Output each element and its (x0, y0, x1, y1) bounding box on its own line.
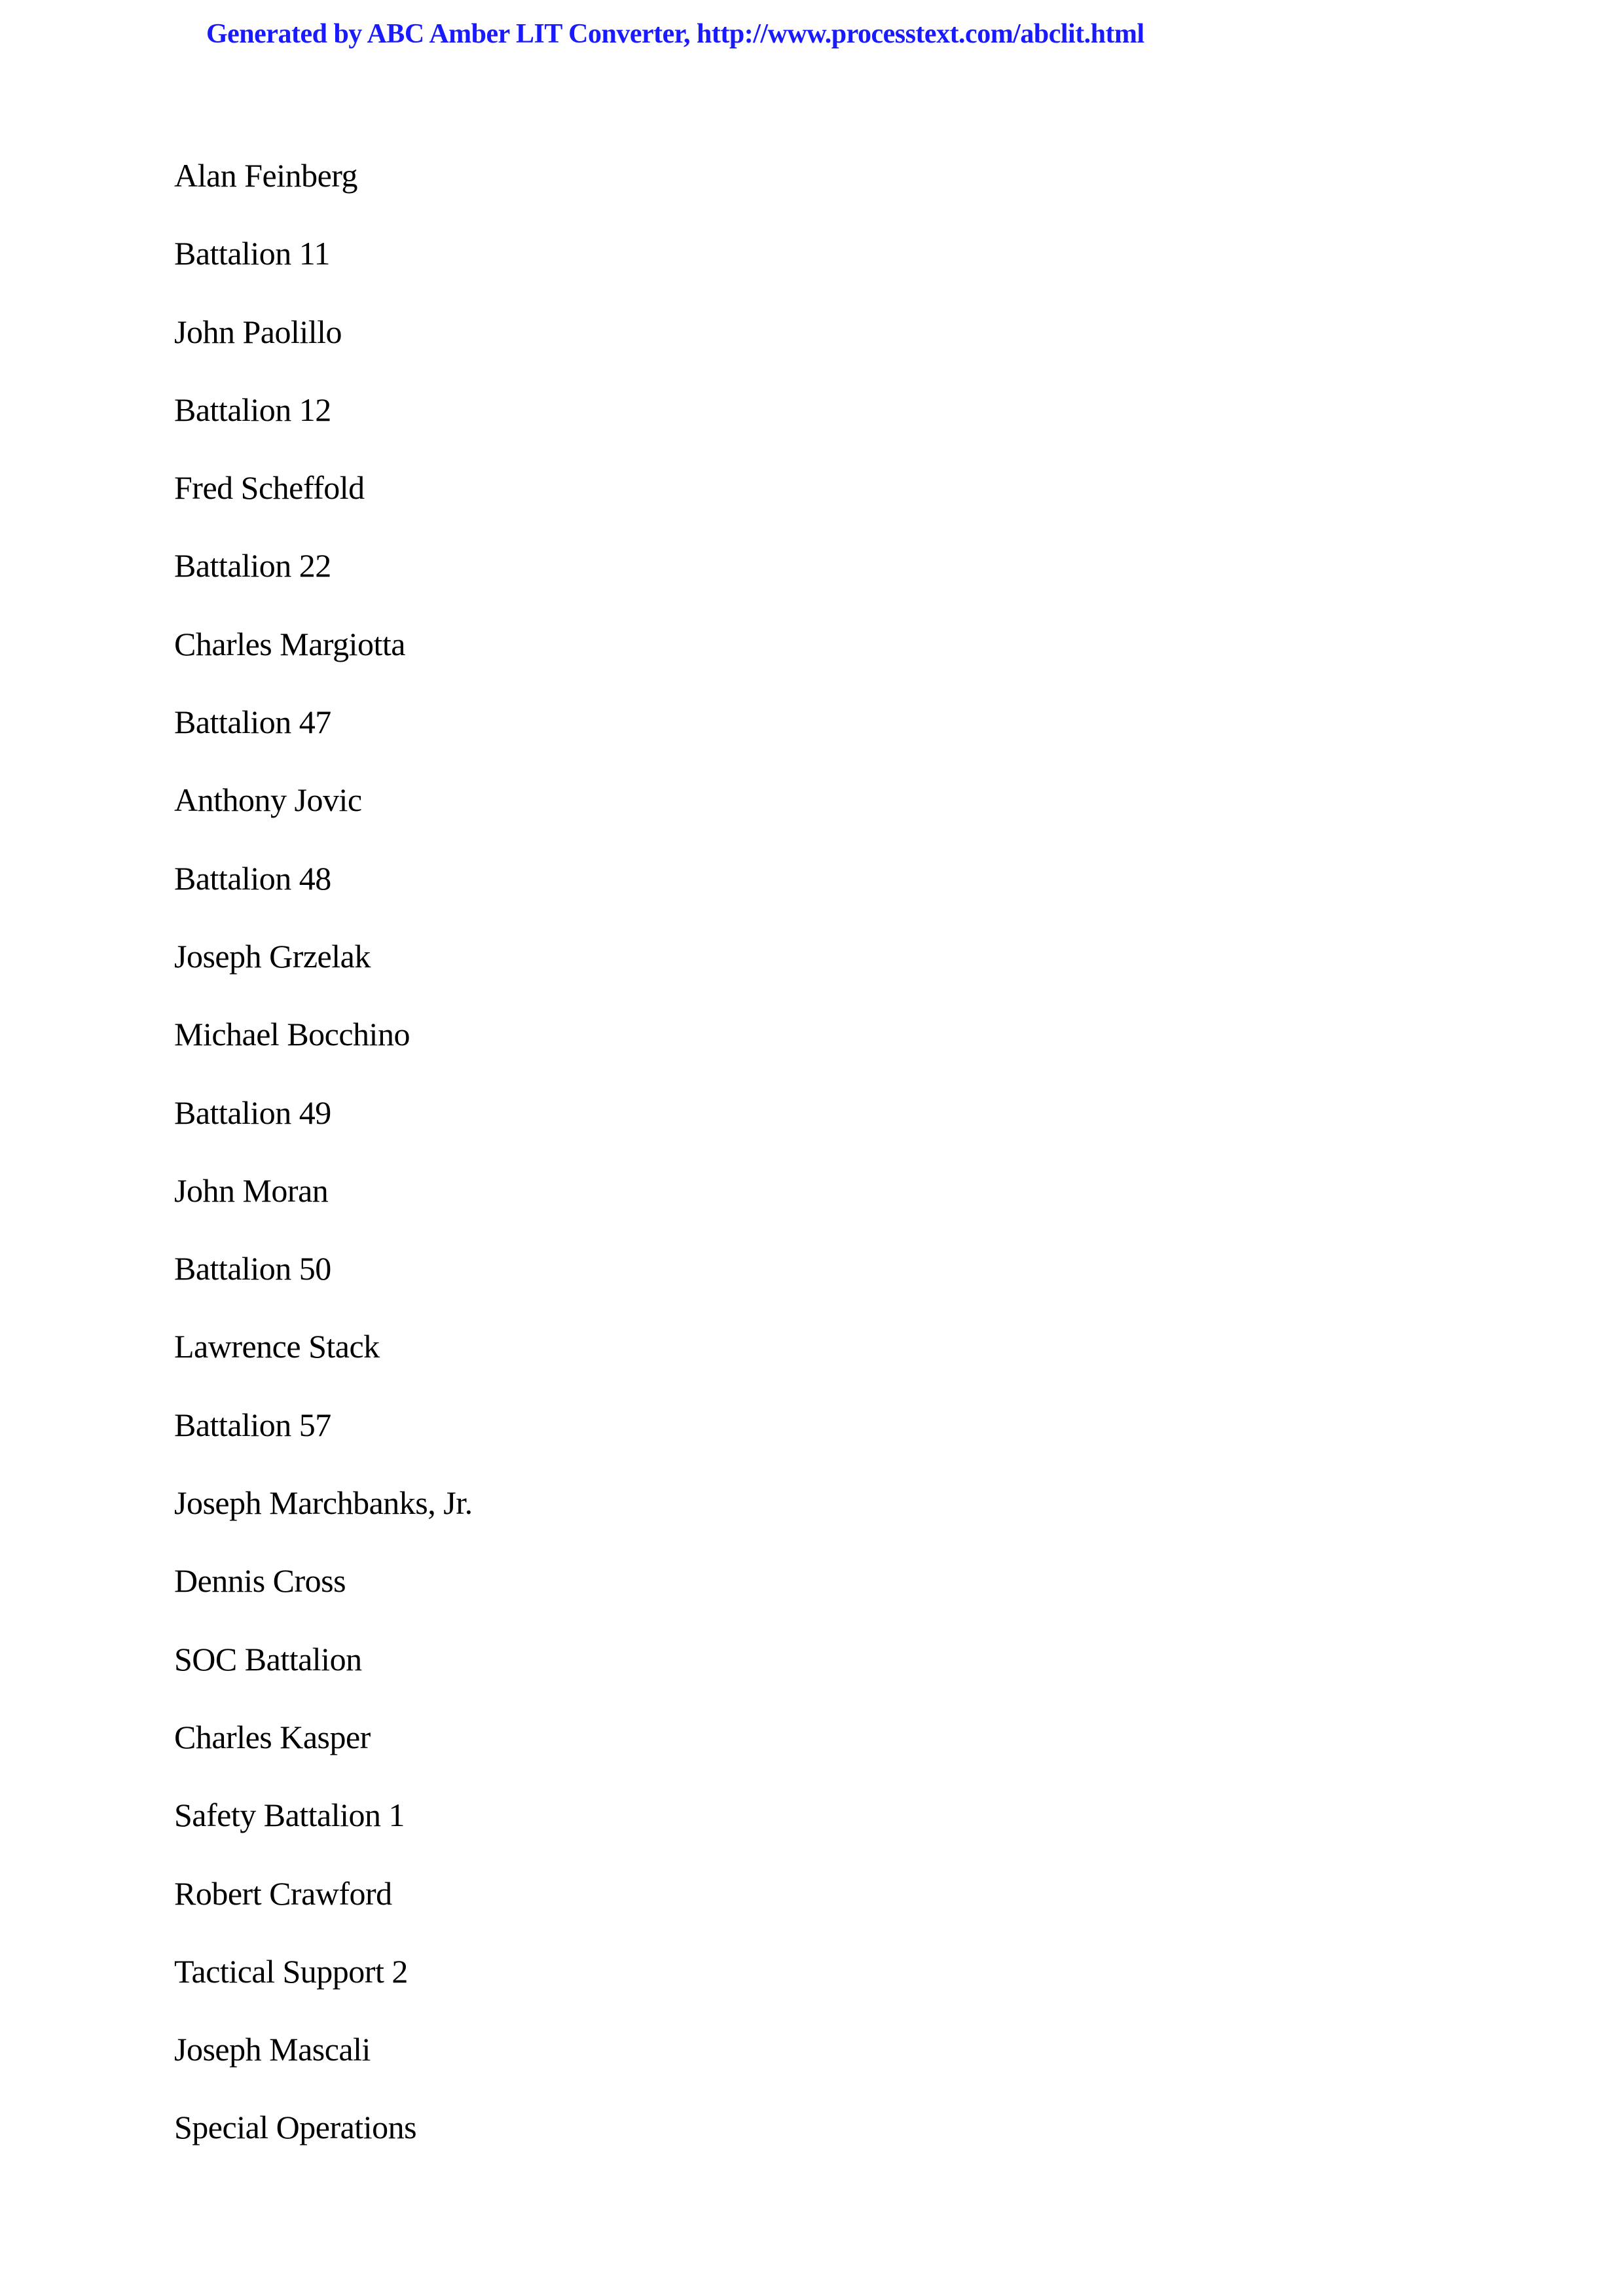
list-item: Joseph Marchbanks, Jr. (174, 1484, 473, 1522)
list-item: Charles Margiotta (174, 625, 405, 662)
list-item: Fred Scheffold (174, 469, 365, 507)
list-item: Battalion 48 (174, 859, 331, 897)
list-item: Special Operations (174, 2109, 417, 2146)
list-item: Battalion 57 (174, 1406, 331, 1443)
list-item: Battalion 22 (174, 547, 331, 584)
list-item: Safety Battalion 1 (174, 1797, 405, 1834)
list-item: Michael Bocchino (174, 1016, 410, 1053)
list-item: Joseph Mascali (174, 2031, 371, 2068)
list-item: Battalion 50 (174, 1250, 331, 1287)
list-item: Robert Crawford (174, 1874, 392, 1912)
list-item: Joseph Grzelak (174, 937, 371, 975)
list-item: Alan Feinberg (174, 157, 358, 194)
list-item: Lawrence Stack (174, 1328, 380, 1365)
list-item: Tactical Support 2 (174, 1952, 408, 1990)
converter-banner-link[interactable]: Generated by ABC Amber LIT Converter, http://www.processtext.com/abclit.html (206, 19, 1144, 49)
list-item: John Moran (174, 1172, 329, 1209)
list-item: Battalion 49 (174, 1094, 331, 1131)
document-text-list (174, 149, 473, 2179)
list-item: Dennis Cross (174, 1562, 346, 1600)
list-item: Charles Kasper (174, 1718, 371, 1755)
list-item: Battalion 11 (174, 235, 330, 272)
list-item: Battalion 12 (174, 391, 331, 428)
list-item: Anthony Jovic (174, 781, 362, 819)
list-item: John Paolillo (174, 313, 342, 350)
list-item: Battalion 47 (174, 704, 331, 741)
list-item: SOC Battalion (174, 1640, 362, 1677)
